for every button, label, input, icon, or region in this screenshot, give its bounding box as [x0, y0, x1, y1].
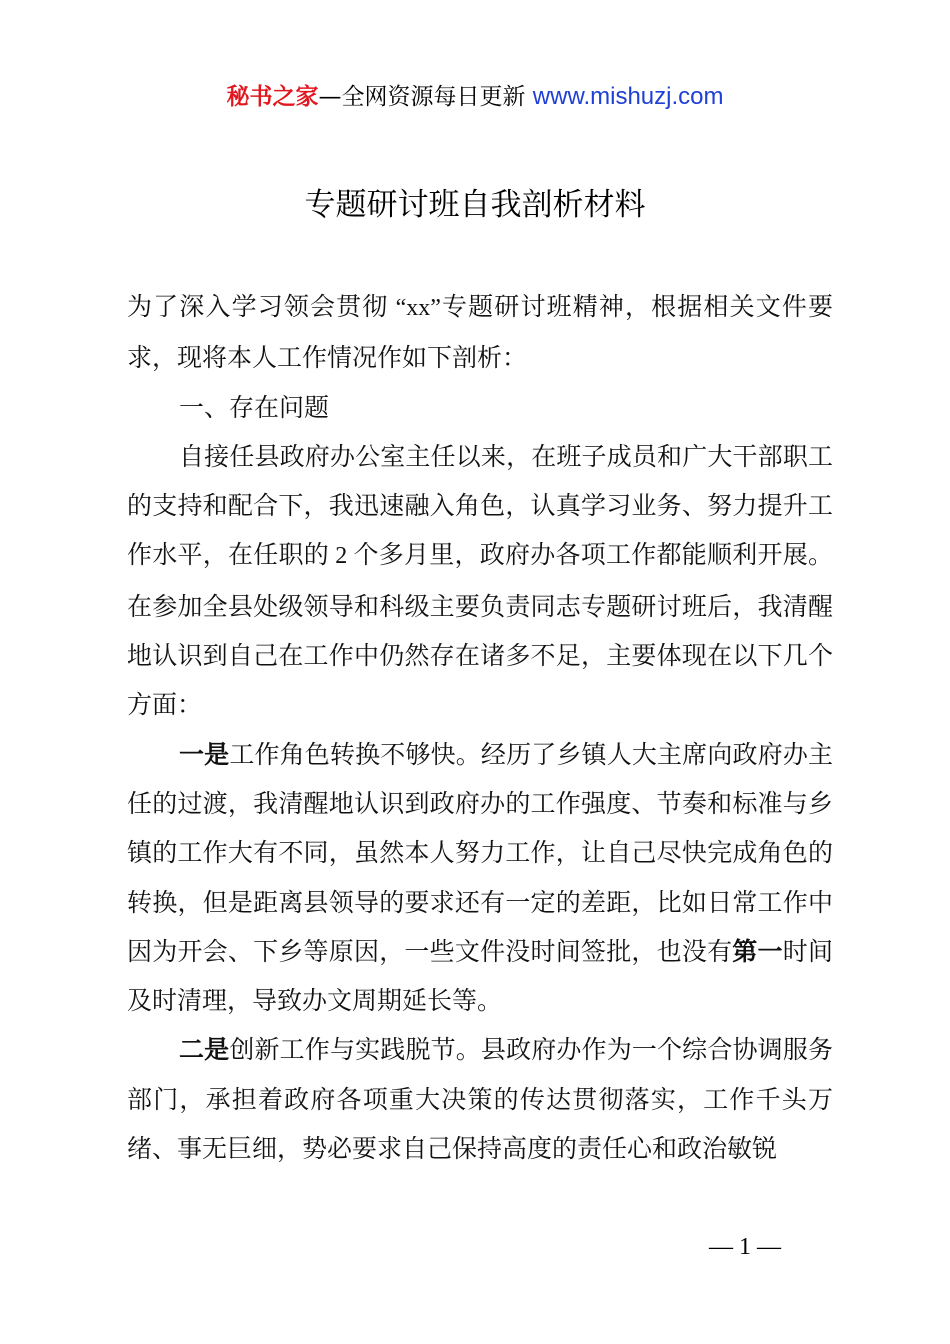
document-body [127, 282, 833, 1173]
site-header [0, 80, 950, 114]
document-title: 专题研讨班自我剖析材料 [304, 187, 646, 223]
intro-text-end: 专题研讨班精神，根据相关文件要求，现将本人工作情况作如下剖析： [127, 292, 833, 373]
intro-quoted-term: “xx” [388, 295, 441, 321]
point-two-text: 创新工作与实践脱节。县政府办作为一个综合协调服务部门，承担着政府各项重大决策的传达贯彻落实，工作千头万绪、事无巨细，势必要求自己保持高度的责任心和政治敏锐 [127, 1035, 833, 1164]
point-two-lead: 二是 [179, 1035, 230, 1065]
brand-name: 秘书之家 [226, 84, 319, 110]
site-url[interactable]: www.mishuzj.com [532, 83, 724, 110]
point-one-text-start: 工作角色转换不够快。经历了乡镇人大主席向政府办主任的过渡，我清醒地认识到政府办的工作强度、节奏和标准与乡镇的工作大有不同，虽然本人努力工作，让自己尽快完成角色的转换，但是距离县领导的要求还有一定的差距，比如日常工作中因为开会、下乡等原因，一些文件没时间签批，也没有 [127, 739, 833, 966]
intro-text-start: 为了深入学习领会贯彻 [127, 292, 389, 321]
section-heading: 一、存在问题 [179, 392, 330, 422]
overview-text-end: 个多月里，政府办各项工作都能顺利开展。在参加全县处级领导和科级主要负责同志专题研讨班后，我清醒地认识到自己在工作中仍然存在诸多不足，主要体现在以下几个方面： [127, 540, 833, 720]
overview-number: 2 [329, 543, 354, 570]
overview-text-start: 自接任县政府办公室主任以来，在班子成员和广大干部职工的支持和配合下，我迅速融入角色，认真学习业务、努力提升工作水平，在任职的 [127, 441, 833, 570]
header-tagline: —全网资源每日更新 [318, 84, 533, 110]
paragraph-overview [127, 432, 833, 730]
intro-paragraph [127, 282, 833, 383]
point-one-lead: 一是 [179, 739, 230, 769]
point-one-text-end: 时间及时清理，导致办文周期延长等。 [127, 936, 833, 1016]
paragraph-point-one [127, 730, 833, 1026]
page-number: — 1 — [709, 1234, 781, 1260]
point-one-emphasis: 第一 [732, 936, 783, 966]
paragraph-point-two [127, 1025, 833, 1173]
